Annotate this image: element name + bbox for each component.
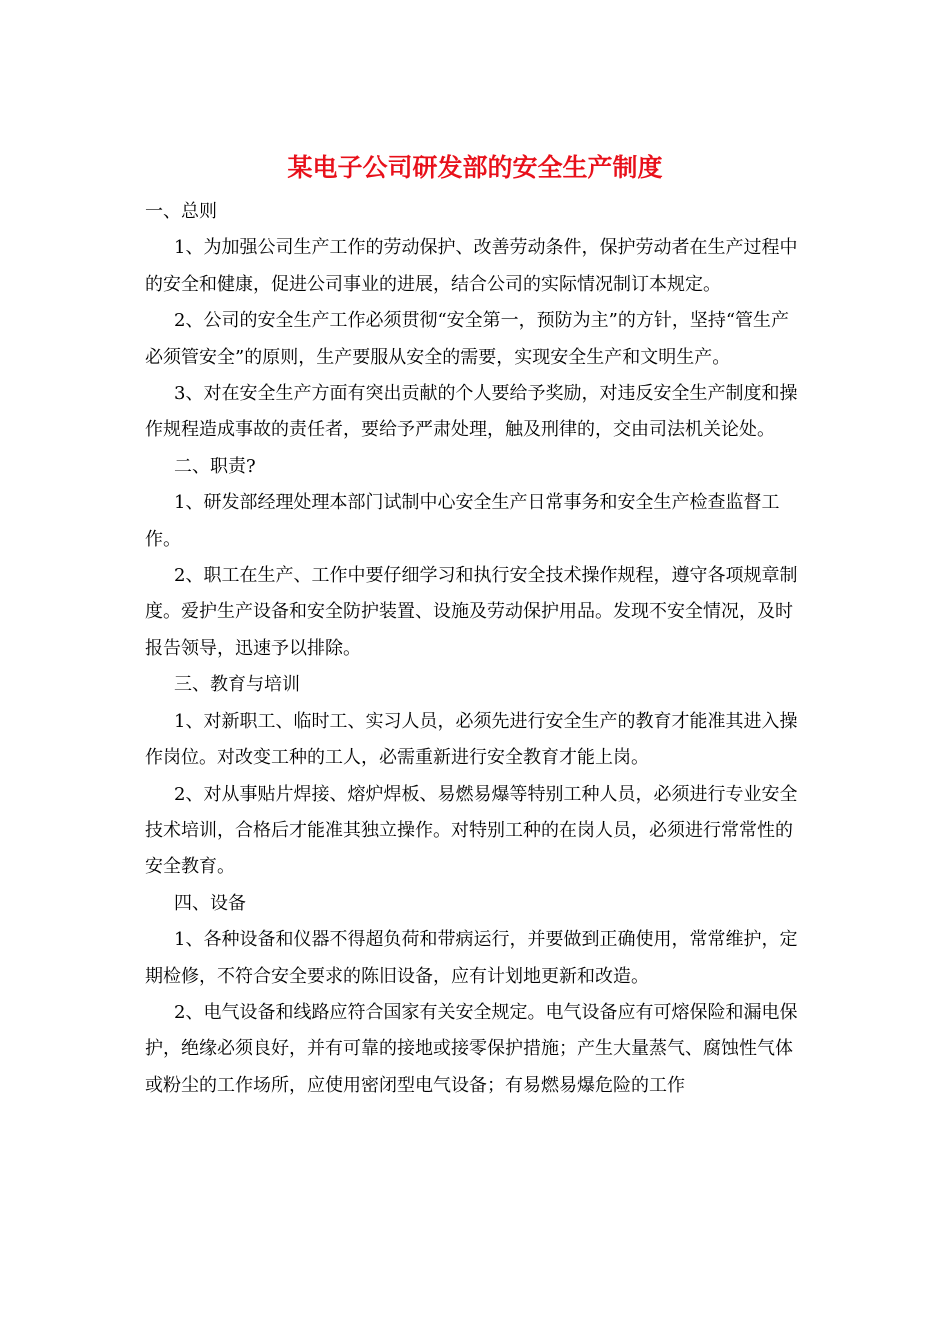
- paragraph: 2、公司的安全生产工作必须贯彻“安全第一，预防为主”的方针，坚持“管生产必须管安全”的原则，生产要服从安全的需要，实现安全生产和文明生产。: [145, 310, 790, 368]
- section-heading-duties: 二、职责?: [174, 455, 256, 477]
- paragraph: 1、研发部经理处理本部门试制中心安全生产日常事务和安全生产检查监督工作。: [145, 492, 780, 550]
- section-heading-equipment: 四、设备: [174, 892, 246, 914]
- paragraph: 2、对从事贴片焊接、熔炉焊板、易燃易爆等特别工种人员，必须进行专业安全技术培训，合格后才能准其独立操作。对特别工种的在岗人员，必须进行常常性的安全教育。: [145, 783, 798, 878]
- paragraph: 1、对新职工、临时工、实习人员，必须先进行安全生产的教育才能准其进入操作岗位。对改变工种的工人，必需重新进行安全教育才能上岗。: [145, 710, 798, 769]
- paragraph: 1、各种设备和仪器不得超负荷和带病运行，并要做到正确使用，常常维护，定期检修，不符合安全要求的陈旧设备，应有计划地更新和改造。: [145, 929, 798, 987]
- paragraph: 2、电气设备和线路应符合国家有关安全规定。电气设备应有可熔保险和漏电保护，绝缘必须良好，并有可靠的接地或接零保护措施；产生大量蒸气、腐蚀性气体或粉尘的工作场所，应使用密闭型电气设备；有易燃易爆危险的工作: [145, 1001, 798, 1096]
- section-heading-general: 一、总则: [145, 201, 217, 222]
- section-heading-education: 三、教育与培训: [174, 674, 300, 696]
- document-title: 某电子公司研发部的安全生产制度: [287, 153, 663, 182]
- paragraph: 3、对在安全生产方面有突出贡献的个人要给予奖励，对违反安全生产制度和操作规程造成事故的责任者，要给予严肃处理，触及刑律的，交由司法机关论处。: [145, 383, 798, 441]
- paragraph: 1、为加强公司生产工作的劳动保护、改善劳动条件，保护劳动者在生产过程中的安全和健康，促进公司事业的进展，结合公司的实际情况制订本规定。: [145, 237, 798, 295]
- document-body: [145, 194, 805, 1104]
- paragraph: 2、职工在生产、工作中要仔细学习和执行安全技术操作规程，遵守各项规章制度。爱护生产设备和安全防护装置、设施及劳动保护用品。发现不安全情况，及时报告领导，迅速予以排除。: [145, 565, 798, 659]
